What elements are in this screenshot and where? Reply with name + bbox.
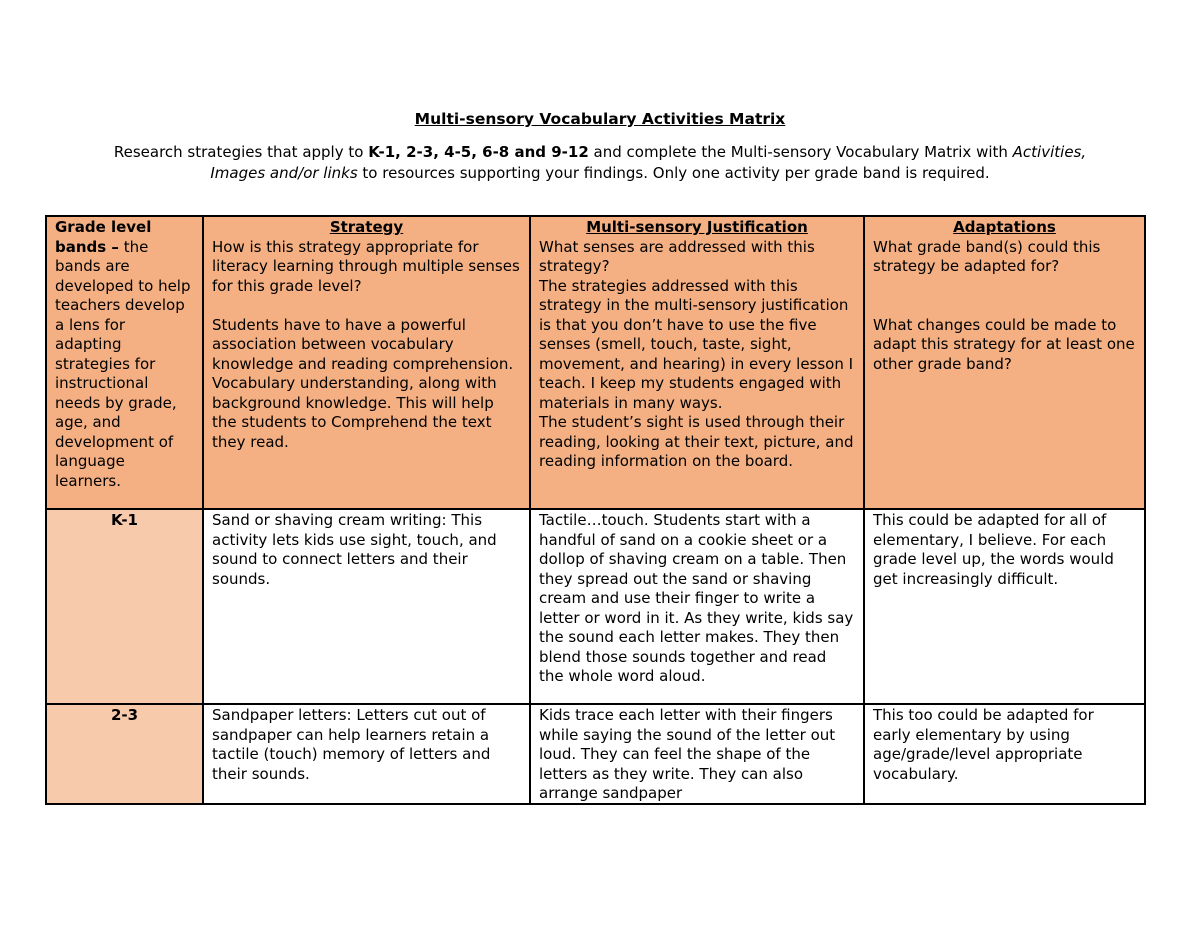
intro-text-2: and complete the Multi-sensory Vocabulary Matrix with	[588, 143, 1013, 161]
justification-cell: Tactile…touch. Students start with a handful of sand on a cookie sheet or a dollop of shaving cream on a table. Then they spread out the sand or shaving cream and use their finger to write a letter or word in it. As they write, kids say the sound each letter makes. They then blend those sounds together and read the whole word aloud.	[530, 509, 864, 704]
header-justification-cell	[530, 216, 864, 509]
table-row	[46, 704, 1145, 804]
header-grade-cell	[46, 216, 203, 509]
document-title: Multi-sensory Vocabulary Activities Matrix	[414, 110, 786, 128]
strategy-cell: Sand or shaving cream writing: This activity lets kids use sight, touch, and sound to connect letters and their sounds.	[203, 509, 530, 704]
grade-band-cell: 2-3	[46, 704, 203, 804]
header-row	[46, 216, 1145, 509]
intro-text-3: to resources supporting your findings. Only one activity per grade band is required.	[357, 164, 990, 182]
adaptations-cell: This too could be adapted for early elementary by using age/grade/level appropriate vocabulary.	[864, 704, 1145, 804]
intro-grade-bands: K-1, 2-3, 4-5, 6-8 and 9-12	[368, 143, 589, 161]
header-strategy-cell	[203, 216, 530, 509]
justification-header-text-2: The student’s sight is used through their reading, looking at their text, picture, and reading information on the board.	[539, 413, 854, 470]
strategy-header-text: Students have to have a powerful association between vocabulary knowledge and reading comprehension. Vocabulary understanding, along with background knowledge. This will help the students to Comprehend the text they read.	[212, 315, 514, 451]
adaptations-cell: This could be adapted for all of elementary, I believe. For each grade level up, the words would get increasingly difficult.	[864, 509, 1145, 704]
justification-prompt: What senses are addressed with this strategy?	[539, 237, 815, 275]
grade-band-cell: K-1	[46, 509, 203, 704]
strategy-heading: Strategy	[329, 218, 404, 236]
justification-cell-text: Kids trace each letter with their fingers while saying the sound of the letter out loud. They can feel the shape of the letters as they write. They can also arrange sandpaper	[539, 706, 836, 802]
grade-level-bands-label: Grade level bands –	[55, 218, 152, 256]
adaptations-prompt-1: What grade band(s) could this strategy be adapted for?	[873, 237, 1101, 275]
adaptations-prompt-2: What changes could be made to adapt this strategy for at least one other grade band?	[873, 315, 1135, 373]
intro-emphasis: Activities, Images and/or links	[210, 143, 1087, 182]
table-row	[46, 509, 1145, 704]
grade-level-bands-text: the bands are developed to help teachers develop a lens for adapting strategies for instructional needs by grade, age, and development of language learners.	[55, 237, 191, 490]
adaptations-heading: Adaptations	[953, 218, 1056, 236]
justification-heading: Multi-sensory Justification	[586, 218, 808, 236]
intro-paragraph	[110, 142, 1090, 184]
header-adaptations-cell	[864, 216, 1145, 509]
intro-text-1: Research strategies that apply to	[113, 143, 369, 161]
strategy-prompt: How is this strategy appropriate for literacy learning through multiple senses for this grade level?	[212, 237, 520, 295]
strategy-cell: Sandpaper letters: Letters cut out of sandpaper can help learners retain a tactile (touch) memory of letters and their sounds.	[203, 704, 530, 804]
justification-header-text-1: The strategies addressed with this strategy in the multi-sensory justification is that you don’t have to use the five senses (smell, touch, taste, sight, movement, and hearing) in every lesson I teach. I keep my students engaged with materials in many ways.	[539, 276, 854, 412]
vocabulary-matrix-table	[45, 215, 1146, 805]
justification-cell	[530, 704, 864, 804]
